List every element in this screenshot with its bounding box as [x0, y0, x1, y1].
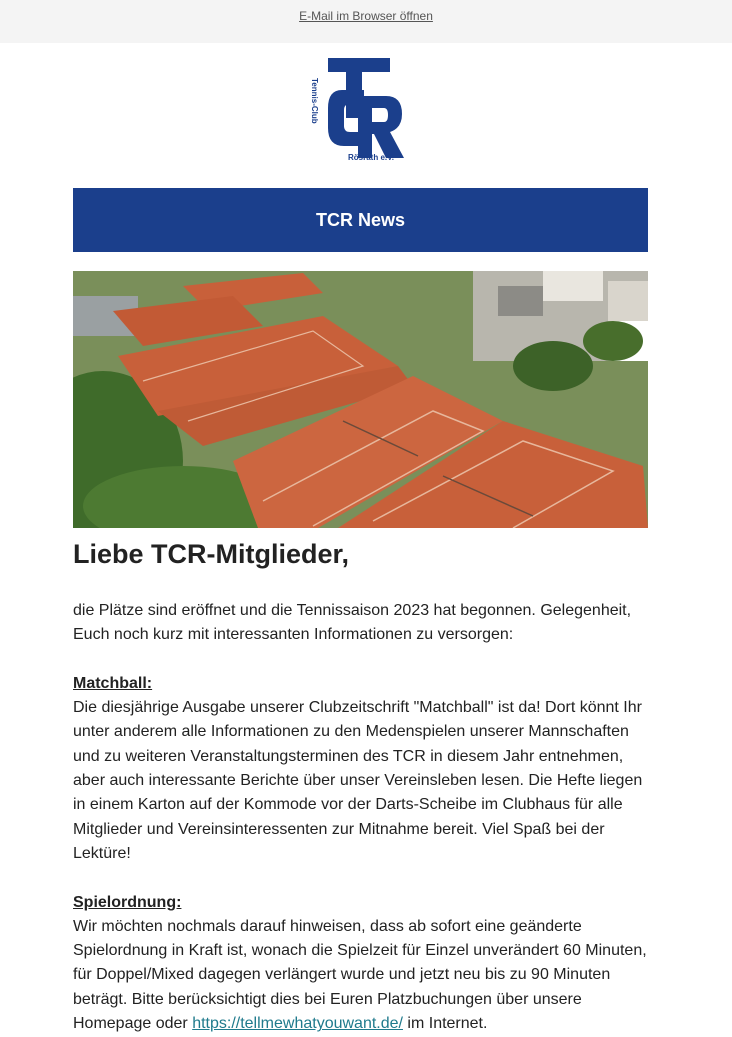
newsletter-content [73, 530, 653, 1037]
logo-bottom-text: Rösrath e.V. [348, 153, 394, 162]
news-banner [73, 188, 648, 252]
homepage-link[interactable]: https://tellmewhatyouwant.de/ [192, 1015, 403, 1033]
top-bar [0, 0, 732, 43]
open-in-browser-link[interactable]: E-Mail im Browser öffnen [299, 9, 433, 23]
logo-area [0, 43, 732, 190]
intro-paragraph: die Plätze sind eröffnet und die Tennissaison 2023 hat begonnen. Gelegenheit, Euch noch kurz mit interessanten Informationen zu versorgen: [73, 602, 632, 644]
club-logo[interactable] [306, 58, 404, 162]
tennis-courts-photo [73, 271, 648, 528]
matchball-title: Matchball: [73, 674, 153, 692]
logo-vertical-text: Tennis-Club [310, 78, 319, 124]
spielordnung-title: Spielordnung: [73, 893, 182, 911]
greeting-heading: Liebe TCR-Mitglieder, [73, 539, 350, 569]
banner-title: TCR News [315, 209, 405, 230]
spielordnung-text: Wir möchten nochmals darauf hinweisen, dass ab sofort eine geänderte Spielordnung in Kraft ist, wonach die Spielzeit für Einzel unverändert 60 Minuten, für Doppel/Mixed dagegen verlängert wurde und jetzt neu bis zu 90 Minuten beträgt. Bitte berücksichtigt dies bei Euren Platzbuchungen über unsere Homepage oder [73, 917, 647, 1033]
aerial-courts-image [73, 271, 648, 528]
spielordnung-paragraph [73, 915, 653, 1037]
matchball-paragraph: Die diesjährige Ausgabe unserer Clubzeitschrift "Matchball" ist da! Dort könnt Ihr unter anderem alle Informationen zu den Medenspielen unserer Mannschaften und zu weiteren Veranstaltungsterminen des TCR in diesem Jahr entnehmen, aber auch interessante Berichte über unser Vereinsleben lesen. Die Hefte liegen in einem Karton auf der Kommode vor der Darts-Scheibe im Clubhaus für alle Mitglieder und Vereinsinteressenten zur Mitnahme bereit. Viel Spaß bei der Lektüre! [73, 698, 643, 863]
spielordnung-text-end: im Internet. [402, 1015, 488, 1033]
